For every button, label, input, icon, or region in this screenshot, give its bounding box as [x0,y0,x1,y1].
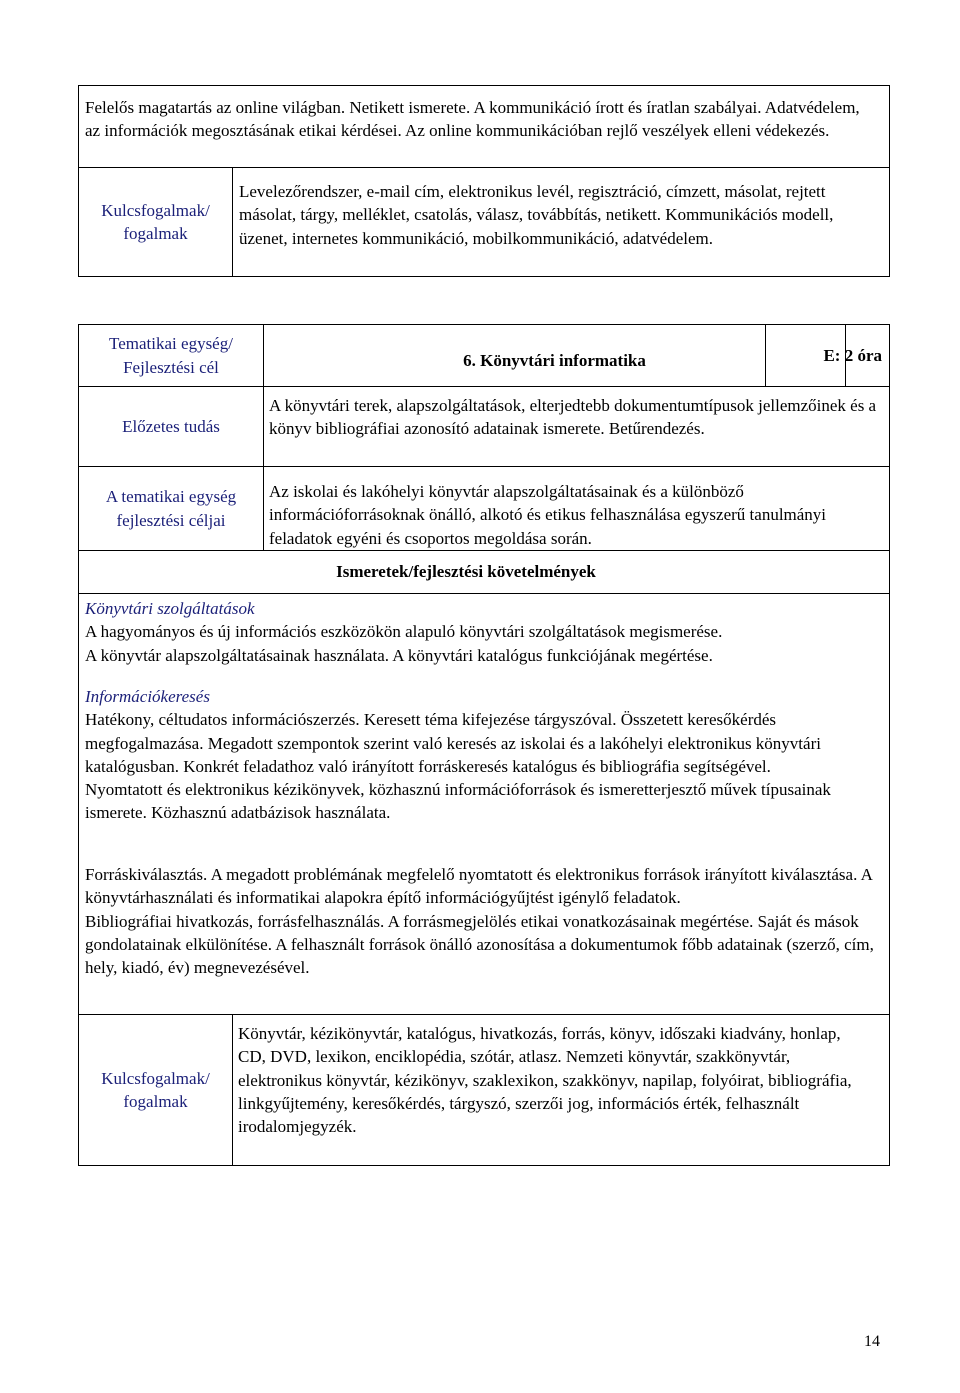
unit-goals-label-line2: fejlesztési céljai [116,510,226,530]
unit-goals-label-line1: A tematikai egység [105,487,237,507]
prior-knowledge-label: Előzetes tudás [79,387,263,467]
key-concepts-cell [232,168,889,276]
section2-title: Információkeresés [85,687,210,706]
key-concepts-text: Levelezőrendszer, e-mail cím, elektronikus levél, regisztráció, címzett, másolat, rejtett másolat, tárgy, melléklet, csatolás, válasz, továbbítás, netikett. Kommunikációs modell, üzenet, internetes kommunikáció, mobilkommunikáció, adatvédelem. [239,182,834,248]
bottom-key-concepts-label-line2: fogalmak [123,1092,188,1111]
unit-hours: E: 2 óra [823,346,882,365]
intro-text: Felelős magatartás az online világban. Netikett ismerete. A kommunikáció írott és íratlan szabályai. Adatvédelem, az információk megosztásának etikai kérdései. Az online kommunikációban rejlő veszélyek elleni védekezés. [85,98,860,141]
requirements-header-cell [79,551,889,593]
key-concepts-label [79,168,232,276]
unit-header-label [79,325,263,387]
bottom-key-concepts-table [78,1014,890,1166]
section-info-search [85,685,883,825]
intro-row [79,86,889,168]
unit-table [78,324,890,594]
requirements-body [78,594,890,1014]
unit-goals-cell [263,467,889,551]
requirements-header: Ismeretek/fejlesztési követelmények [336,562,596,582]
section3-paragraph2: Bibliográfiai hivatkozás, forrásfelhasználás. A forrásmegjelölés etikai vonatkozásainak megértése. Saját és mások gondolatainak elkülönítése. A felhasznált források önálló azonosítása a dokumentumok főbb adatainak (szerző, cím, hely, kiadó, év) megnevezésével. [85,911,874,978]
section2-paragraph1: Hatékony, céltudatos információszerzés. Keresett téma kifejezése tárgyszóval. Összetett keresőkérdés megfogalmazása. Megadott szempontok szerint való keresés az iskolai és a lakóhelyi elektronikus könyvtári katalógusban. Konkrét feladathoz való irányított forráskeresés katalógus és bibliográfia segítségével. [85,710,821,776]
unit-header-label-line1: Tematikai egység/ [109,334,233,354]
bottom-key-concepts-label [79,1015,232,1165]
section-sources [85,863,883,979]
key-concepts-label-line1: Kulcsfogalmak/ [101,200,210,220]
prior-knowledge-cell [263,387,889,467]
top-table [78,85,890,277]
section2-paragraph2: Nyomtatott és elektronikus kézikönyvek, közhasznú információforrások és ismeretterjesztő művek típusainak ismerete. Közhasznú adatbázisok használata. [85,780,831,823]
bottom-key-concepts-cell [232,1015,889,1165]
bottom-key-concepts-text: Könyvtár, kézikönyvtár, katalógus, hivatkozás, forrás, könyv, időszaki kiadvány, honlap, CD, DVD, lexikon, enciklopédia, szótár, atlasz. Nemzeti könyvtár, szakkönyvtár, elektronikus könyvtár, kézikönyv, szaklexikon, szakkönyv, napilap, folyóirat, bibliográfia, linkgyűjtemény, keresőkérdés, tárgyszó, szerzői jog, információs érték, felhasznált irodalomjegyzék. [238,1024,852,1137]
prior-knowledge-text: A könyvtári terek, alapszolgáltatások, elterjedtebb dokumentumtípusok jellemzőinek és a könyv bibliográfiai azonosító adatainak ismerete. Betűrendezés. [269,396,877,439]
page-number: 14 [864,1333,880,1350]
unit-goals-text: Az iskolai és lakóhelyi könyvtár alapszolgáltatásainak és a különböző információforrásoknak önálló, alkotó és etikus felhasználása egyszerű tanulmányi feladatok egyéni és csoportos megoldása során. [269,482,827,548]
section3-paragraph1: Forráskiválasztás. A megadott problémának megfelelő nyomtatott és elektronikus források irányított kiválasztása. A könyvtárhasználati és informatikai alapokra építő információgyűjtést igénylő feladatok. [85,865,872,908]
section1-paragraph1: A hagyományos és új információs eszközökön alapuló könyvtári szolgáltatások megismerése. [85,622,723,642]
unit-title-cell [263,325,845,387]
unit-goals-label [79,467,263,551]
unit-header-label-line2: Fejlesztési cél [123,357,219,377]
section-library-services [85,597,883,667]
section1-paragraph2: A könyvtár alapszolgáltatásainak használata. A könyvtári katalógus funkciójának megértése. [85,645,713,665]
key-concepts-label-line2: fogalmak [123,224,188,243]
bottom-key-concepts-label-line1: Kulcsfogalmak/ [101,1068,210,1088]
unit-title: 6. Könyvtári informatika [463,350,646,370]
section1-title: Könyvtári szolgáltatások [85,599,255,618]
